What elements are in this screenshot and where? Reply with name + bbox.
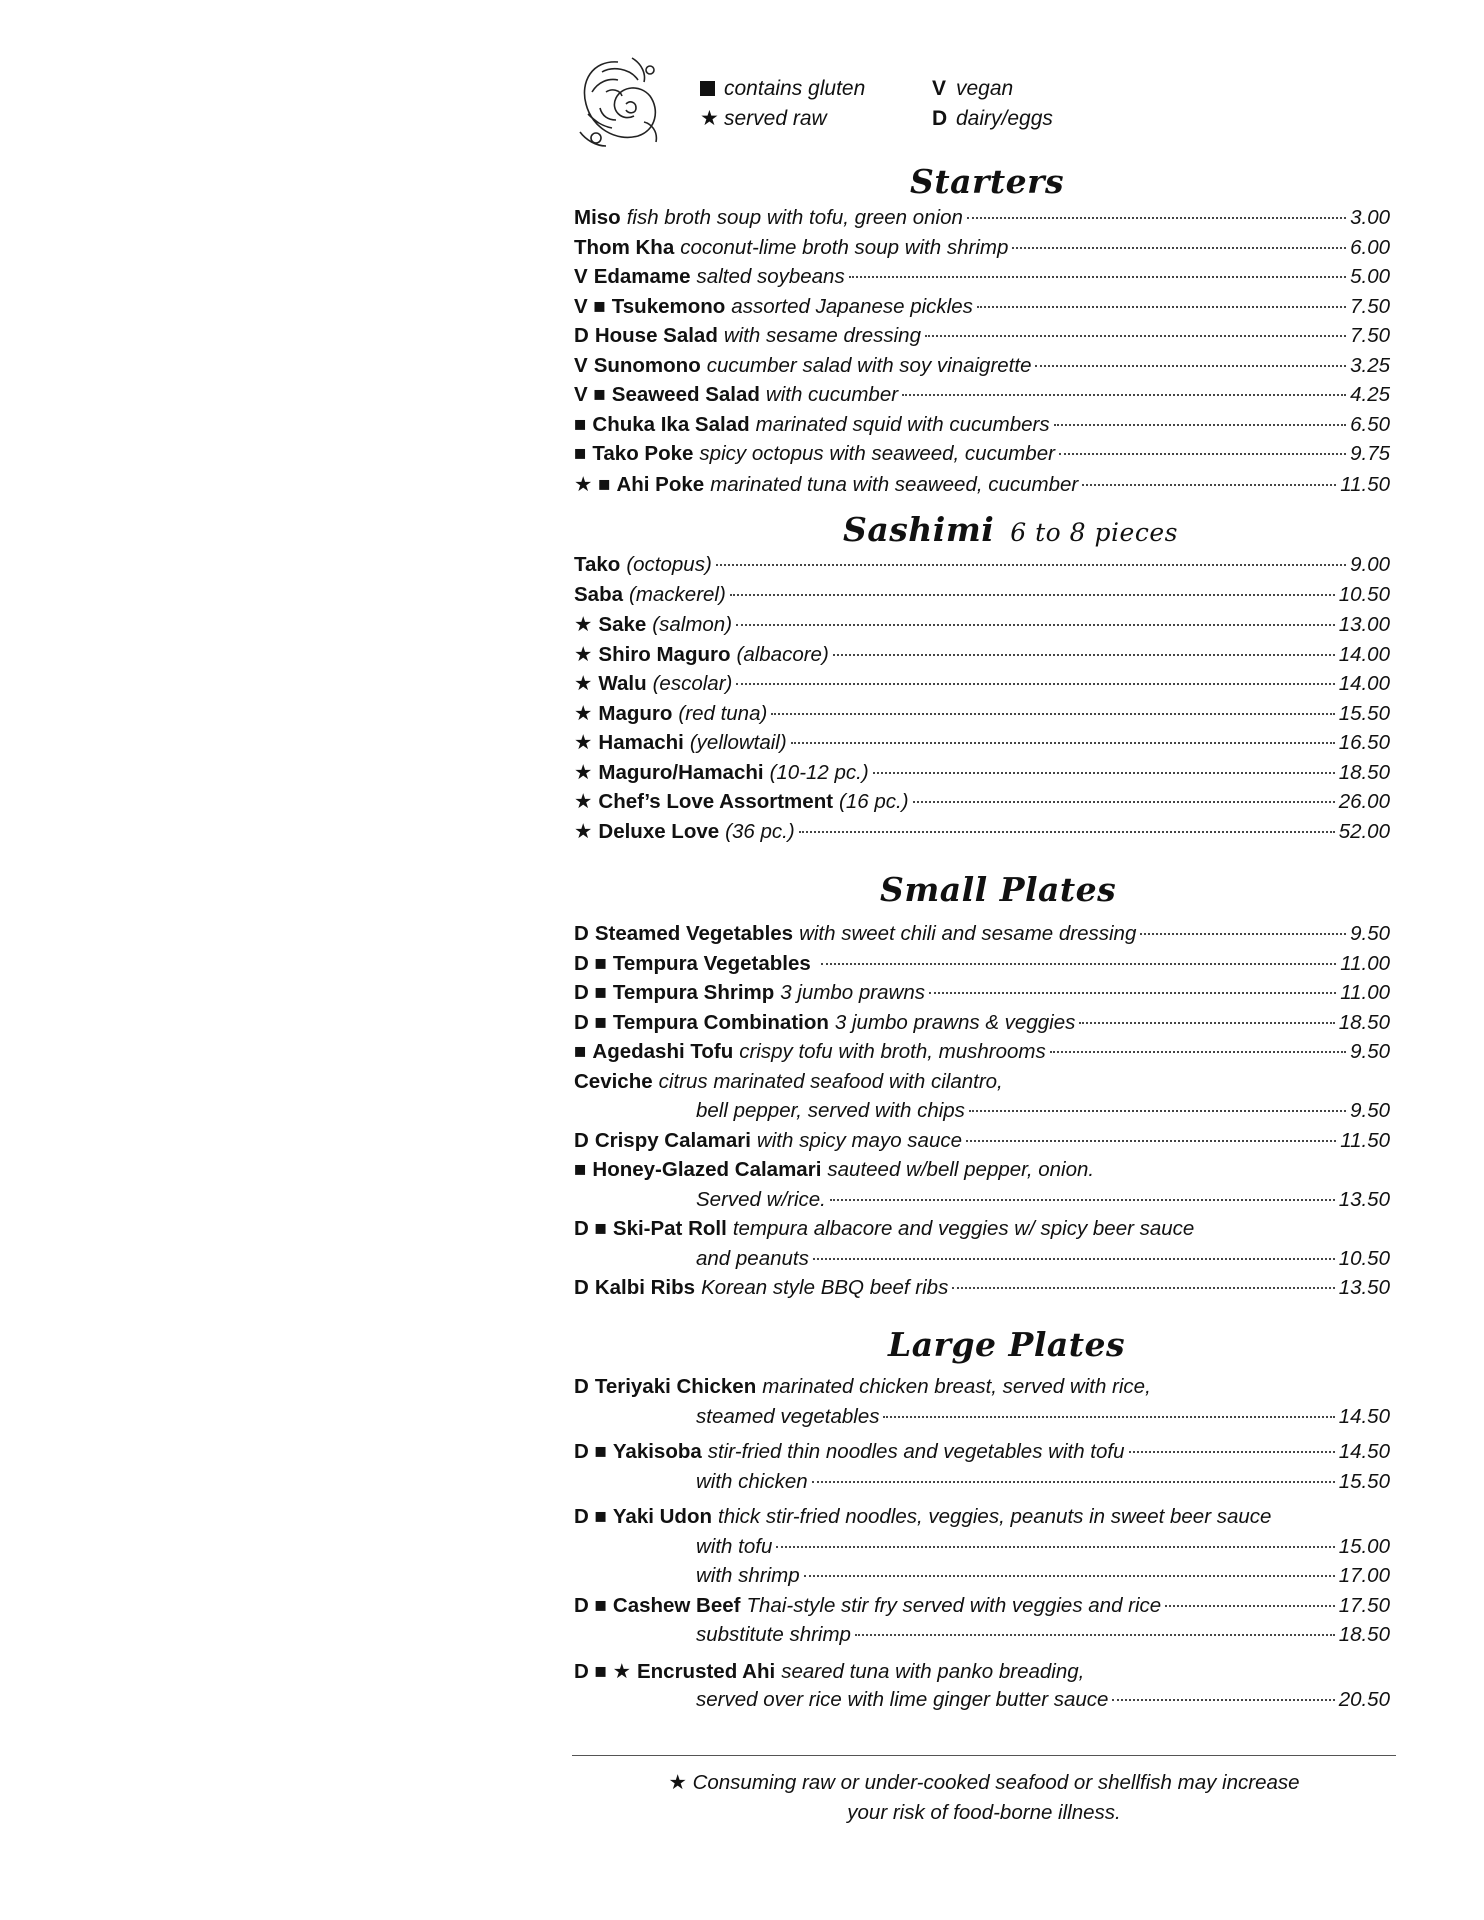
item-name: Cashew Beef — [612, 1593, 741, 1617]
menu-item — [574, 1011, 1390, 1041]
item-price: 10.50 — [1338, 1246, 1390, 1270]
item-description: served over rice with lime ginger butter sauce — [696, 1688, 1109, 1711]
item-price: 11.50 — [1340, 1128, 1390, 1152]
item-name: Seaweed Salad — [611, 383, 760, 406]
item-name: Steamed Vegetables — [594, 922, 794, 945]
item-description: and peanuts — [696, 1246, 809, 1270]
item-description: (albacore) — [736, 642, 829, 666]
item-name: Hamachi — [598, 731, 684, 754]
dietary-marks: V ■ — [574, 294, 606, 318]
item-price: 13.50 — [1338, 1187, 1390, 1211]
item-price: 16.50 — [1338, 731, 1390, 754]
dot-leader — [736, 624, 1335, 626]
menu-item — [574, 1659, 1390, 1689]
dietary-marks: V — [574, 353, 588, 377]
dot-leader — [716, 564, 1346, 566]
dietary-marks: D — [574, 1375, 589, 1398]
dot-leader — [966, 1140, 1336, 1142]
dot-leader — [1035, 365, 1346, 367]
dot-leader — [969, 1110, 1346, 1112]
item-name: Maguro/Hamachi — [598, 760, 764, 784]
item-description: 3 jumbo prawns & veggies — [834, 1010, 1076, 1034]
item-description: Served w/rice. — [696, 1187, 826, 1211]
item-description: steamed vegetables — [696, 1404, 880, 1428]
menu-item — [574, 265, 1390, 295]
item-name: Tempura Combination — [612, 1010, 829, 1034]
dot-leader — [952, 1287, 1334, 1289]
dietary-marks: ★ — [574, 672, 593, 695]
menu-item-continuation — [574, 1535, 1390, 1565]
dietary-marks: ■ — [574, 412, 587, 436]
item-name: Kalbi Ribs — [594, 1276, 696, 1299]
item-description: (red tuna) — [678, 701, 768, 725]
dot-leader — [925, 335, 1346, 337]
menu-item — [574, 671, 1390, 701]
item-price: 6.50 — [1350, 412, 1390, 436]
dietary-marks: D ■ — [574, 951, 607, 975]
menu-item — [574, 1158, 1390, 1188]
item-price: 3.00 — [1350, 206, 1390, 229]
dietary-marks: D ■ — [574, 1217, 607, 1240]
dot-leader — [873, 772, 1335, 774]
item-price: 14.00 — [1338, 642, 1390, 666]
item-price: 26.00 — [1338, 790, 1390, 813]
dietary-marks: D ■ ★ — [574, 1659, 631, 1683]
menu-item — [574, 1129, 1390, 1159]
item-name: Chuka Ika Salad — [592, 412, 750, 436]
item-name: Honey-Glazed Calamari — [592, 1158, 822, 1181]
item-price: 13.50 — [1338, 1276, 1390, 1299]
item-name: Tako — [574, 553, 621, 576]
menu-item — [574, 383, 1390, 413]
large-plates-list — [574, 1375, 1390, 1718]
item-description: fish broth soup with tofu, green onion — [626, 206, 963, 229]
dot-leader — [771, 713, 1334, 715]
item-price: 3.25 — [1350, 353, 1390, 377]
dot-leader — [913, 801, 1335, 803]
dietary-marks: ★ — [574, 790, 593, 813]
item-description: bell pepper, served with chips — [696, 1099, 965, 1122]
item-price: 14.50 — [1338, 1440, 1390, 1463]
item-description: with shrimp — [696, 1564, 800, 1587]
dot-leader — [736, 683, 1334, 685]
menu-item — [574, 642, 1390, 672]
item-name: Walu — [598, 672, 647, 695]
item-description: spicy octopus with seaweed, cucumber — [699, 442, 1055, 465]
menu-item-continuation — [574, 1188, 1390, 1218]
item-name: Edamame — [593, 265, 691, 288]
dietary-marks: V — [574, 265, 588, 288]
item-price: 11.00 — [1340, 951, 1390, 975]
dot-leader — [1054, 424, 1347, 426]
item-price: 11.00 — [1340, 981, 1390, 1004]
dot-leader — [902, 394, 1346, 396]
item-description: substitute shrimp — [696, 1623, 851, 1646]
item-price: 15.50 — [1338, 701, 1390, 725]
menu-item — [574, 1070, 1390, 1100]
starters-list — [574, 206, 1390, 501]
dot-leader — [1129, 1451, 1335, 1453]
item-description: with tofu — [696, 1534, 773, 1558]
item-description: with spicy mayo sauce — [756, 1128, 963, 1152]
legend-raw: ★ served raw — [700, 104, 865, 134]
dietary-marks: ■ — [574, 1158, 587, 1181]
item-name: Yaki Udon — [612, 1505, 712, 1528]
item-price: 18.50 — [1338, 1623, 1390, 1646]
item-description: tempura albacore and veggies w/ spicy beer sauce — [732, 1217, 1195, 1240]
item-description: with sweet chili and sesame dressing — [799, 922, 1137, 945]
item-name: Sake — [598, 613, 647, 636]
menu-item — [574, 1594, 1390, 1624]
item-description: (10-12 pc.) — [769, 760, 869, 784]
item-price: 9.75 — [1350, 442, 1390, 465]
item-price: 4.25 — [1350, 383, 1390, 406]
dot-leader — [804, 1575, 1335, 1577]
item-name: Maguro — [598, 701, 673, 725]
menu-item — [574, 236, 1390, 266]
item-price: 9.50 — [1350, 1040, 1390, 1063]
menu-item — [574, 1040, 1390, 1070]
item-price: 7.50 — [1350, 324, 1390, 347]
item-name: Deluxe Love — [598, 819, 720, 843]
item-description: 3 jumbo prawns — [780, 981, 925, 1004]
dietary-marks: ★ ■ — [574, 472, 611, 496]
dietary-marks: D — [574, 922, 589, 945]
dietary-marks: ■ — [574, 1040, 587, 1063]
dietary-marks: ★ — [574, 819, 593, 843]
item-name: Encrusted Ahi — [636, 1659, 776, 1683]
dietary-marks: D ■ — [574, 1505, 607, 1528]
item-name: Ski-Pat Roll — [612, 1217, 727, 1240]
menu-item — [574, 612, 1390, 642]
legend-dairy: D dairy/eggs — [932, 107, 1053, 130]
legend-left — [700, 74, 865, 134]
star-icon: ★ — [700, 107, 719, 130]
sashimi-title: Sashimi 6 to 8 pieces — [843, 510, 1178, 549]
dot-leader — [977, 306, 1346, 308]
item-description: salted soybeans — [696, 265, 845, 288]
dietary-marks: ■ — [574, 442, 587, 465]
dot-leader — [1079, 1022, 1334, 1024]
menu-item-continuation — [574, 1688, 1390, 1718]
menu-item — [574, 413, 1390, 443]
item-price: 6.00 — [1350, 235, 1390, 259]
dietary-marks: V ■ — [574, 383, 606, 406]
item-price: 9.50 — [1350, 1099, 1390, 1122]
dietary-marks: ★ — [574, 701, 593, 725]
dot-leader — [830, 1199, 1335, 1201]
item-description: marinated squid with cucumbers — [755, 412, 1050, 436]
dot-leader — [799, 831, 1335, 833]
item-price: 9.50 — [1350, 922, 1390, 945]
dietary-marks: ★ — [574, 760, 593, 784]
dot-leader — [1012, 247, 1346, 249]
item-name: Ceviche — [574, 1069, 653, 1093]
dot-leader — [1140, 933, 1346, 935]
item-description: citrus marinated seafood with cilantro, — [658, 1069, 1003, 1093]
legend-right — [932, 74, 1053, 134]
menu-item — [574, 952, 1390, 982]
item-price: 5.00 — [1350, 265, 1390, 288]
dot-leader — [883, 1416, 1334, 1418]
menu-item — [574, 701, 1390, 731]
dot-leader — [812, 1481, 1335, 1483]
item-description: sauteed w/bell pepper, onion. — [827, 1158, 1095, 1181]
item-description: (salmon) — [652, 613, 733, 636]
legend-vegan: V vegan — [932, 77, 1014, 100]
item-description: marinated tuna with seaweed, cucumber — [710, 472, 1079, 496]
small-plates-title: Small Plates — [880, 870, 1117, 909]
small-plates-list — [574, 922, 1390, 1306]
dot-leader — [821, 963, 1336, 965]
item-price: 17.00 — [1338, 1564, 1390, 1587]
item-price: 14.00 — [1338, 672, 1390, 695]
sashimi-list — [574, 553, 1390, 848]
dot-leader — [833, 654, 1335, 656]
dot-leader — [791, 742, 1335, 744]
item-name: Thom Kha — [574, 235, 675, 259]
item-description: with cucumber — [765, 383, 899, 406]
dietary-marks: D — [574, 1128, 589, 1152]
item-name: Teriyaki Chicken — [594, 1375, 757, 1398]
item-description: with chicken — [696, 1469, 808, 1493]
footer-divider — [572, 1755, 1396, 1756]
menu-item — [574, 324, 1390, 354]
legend-gluten: contains gluten — [700, 74, 865, 104]
item-price: 10.50 — [1338, 582, 1390, 606]
item-name: Ahi Poke — [616, 472, 705, 496]
item-description: thick stir-fried noodles, veggies, peanuts in sweet beer sauce — [718, 1505, 1272, 1528]
large-plates-title: Large Plates — [888, 1325, 1126, 1364]
menu-item — [574, 206, 1390, 236]
dot-leader — [1082, 484, 1336, 486]
item-price: 52.00 — [1338, 819, 1390, 843]
item-price: 17.50 — [1338, 1593, 1390, 1617]
item-description: assorted Japanese pickles — [731, 294, 973, 318]
item-name: Saba — [574, 582, 623, 606]
dot-leader — [967, 217, 1346, 219]
item-description: seared tuna with panko breading, — [781, 1659, 1085, 1683]
menu-item-continuation — [574, 1405, 1390, 1435]
menu-item — [574, 1375, 1390, 1405]
menu-item-continuation — [574, 1099, 1390, 1129]
item-price: 11.50 — [1340, 472, 1390, 496]
menu-item — [574, 789, 1390, 819]
item-name: Sunomono — [593, 353, 701, 377]
dot-leader — [1112, 1699, 1334, 1701]
menu-item — [574, 819, 1390, 849]
item-price: 15.50 — [1338, 1469, 1390, 1493]
dietary-marks: D ■ — [574, 981, 607, 1004]
menu-item — [574, 922, 1390, 952]
item-description: stir-fried thin noodles and vegetables with tofu — [707, 1440, 1125, 1463]
dietary-marks: D ■ — [574, 1440, 607, 1463]
starters-title: Starters — [910, 162, 1065, 201]
item-name: Chef’s Love Assortment — [598, 790, 834, 813]
item-price: 18.50 — [1338, 1010, 1390, 1034]
menu-item — [574, 583, 1390, 613]
item-description: (mackerel) — [629, 582, 726, 606]
menu-item — [574, 1440, 1390, 1470]
menu-item — [574, 1276, 1390, 1306]
item-name: Tempura Shrimp — [612, 981, 775, 1004]
item-price: 14.50 — [1338, 1404, 1390, 1428]
item-name: House Salad — [594, 324, 718, 347]
sashimi-subtitle: 6 to 8 pieces — [1010, 518, 1178, 547]
menu-item — [574, 730, 1390, 760]
item-description: coconut-lime broth soup with shrimp — [680, 235, 1009, 259]
dietary-marks: D — [574, 324, 589, 347]
menu-item — [574, 1505, 1390, 1535]
item-price: 15.00 — [1338, 1534, 1390, 1558]
swirl-logo-icon — [572, 52, 664, 152]
item-price: 18.50 — [1338, 760, 1390, 784]
menu-item-continuation — [574, 1623, 1390, 1653]
menu-item — [574, 354, 1390, 384]
dot-leader — [849, 276, 1346, 278]
item-description: (36 pc.) — [725, 819, 795, 843]
item-description: Korean style BBQ beef ribs — [701, 1276, 949, 1299]
item-price: 20.50 — [1338, 1688, 1390, 1711]
menu-item — [574, 760, 1390, 790]
star-icon: ★ — [668, 1771, 687, 1794]
menu-item — [574, 295, 1390, 325]
item-name: Miso — [574, 206, 621, 229]
raw-food-warning: ★ Consuming raw or under-cooked seafood or shellfish may increase your risk of food-borne illness. — [668, 1771, 1300, 1824]
dietary-marks: ★ — [574, 731, 593, 754]
item-description: Thai-style stir fry served with veggies and rice — [746, 1593, 1162, 1617]
menu-item — [574, 442, 1390, 472]
dietary-marks: ★ — [574, 613, 593, 636]
item-description: marinated chicken breast, served with rice, — [762, 1375, 1151, 1398]
item-name: Shiro Maguro — [598, 642, 731, 666]
item-description: crispy tofu with broth, mushrooms — [739, 1040, 1046, 1063]
dietary-marks: D ■ — [574, 1010, 607, 1034]
item-name: Tempura Vegetables — [612, 951, 811, 975]
item-description: (16 pc.) — [839, 790, 909, 813]
menu-item-continuation — [574, 1470, 1390, 1500]
item-description: (octopus) — [626, 553, 712, 576]
menu-item-continuation — [574, 1564, 1390, 1594]
item-price: 13.00 — [1338, 613, 1390, 636]
dot-leader — [929, 992, 1336, 994]
menu-item — [574, 553, 1390, 583]
item-price: 9.00 — [1350, 553, 1390, 576]
item-description: cucumber salad with soy vinaigrette — [706, 353, 1032, 377]
dot-leader — [813, 1258, 1335, 1260]
menu-item — [574, 472, 1390, 502]
item-name: Yakisoba — [612, 1440, 702, 1463]
dot-leader — [730, 594, 1335, 596]
dot-leader — [855, 1634, 1335, 1636]
menu-item-continuation — [574, 1247, 1390, 1277]
item-name: Crispy Calamari — [594, 1128, 751, 1152]
dot-leader — [1165, 1605, 1334, 1607]
dot-leader — [1050, 1051, 1346, 1053]
item-description: with sesame dressing — [723, 324, 921, 347]
dietary-marks: ★ — [574, 642, 593, 666]
dietary-marks: D — [574, 1276, 589, 1299]
gluten-square-icon — [700, 81, 715, 96]
item-description: (escolar) — [652, 672, 733, 695]
item-name: Tako Poke — [592, 442, 694, 465]
item-price: 7.50 — [1350, 294, 1390, 318]
menu-item — [574, 1217, 1390, 1247]
item-description: (yellowtail) — [689, 731, 787, 754]
dietary-marks: D ■ — [574, 1593, 607, 1617]
dot-leader — [1059, 453, 1346, 455]
item-name: Agedashi Tofu — [592, 1040, 734, 1063]
item-name: Tsukemono — [611, 294, 726, 318]
dot-leader — [776, 1546, 1334, 1548]
menu-item — [574, 981, 1390, 1011]
